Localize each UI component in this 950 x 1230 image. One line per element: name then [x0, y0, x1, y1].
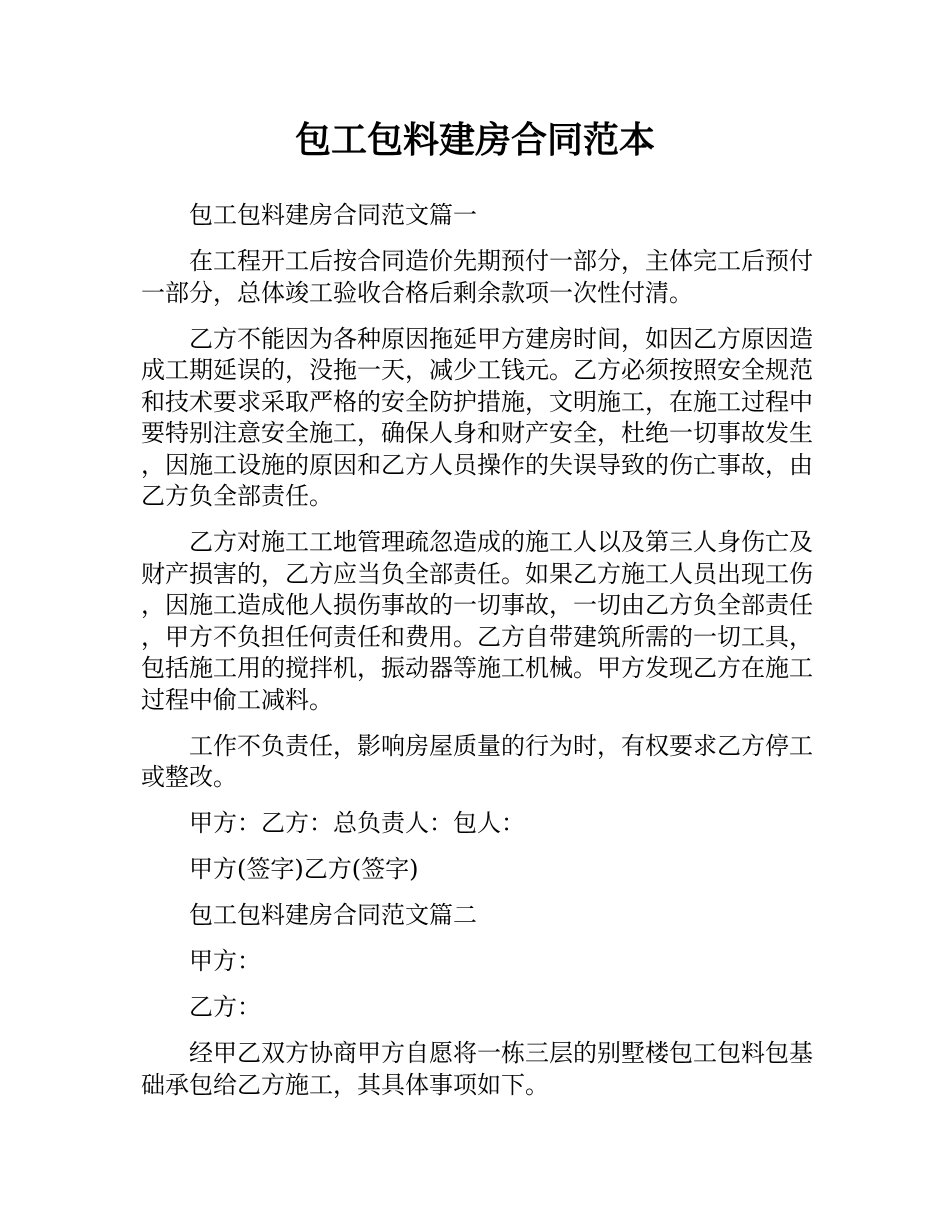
paragraph-rectification: 工作不负责任，影响房屋质量的行为时，有权要求乙方停工或整改。	[141, 731, 813, 791]
party-b-label: 乙方：	[189, 993, 261, 1021]
paragraph-agreement-intro: 经甲乙双方协商甲方自愿将一栋三层的别墅楼包工包料包基础承包给乙方施工，其具体事项如下。	[141, 1039, 813, 1099]
document-title: 包工包料建房合同范本	[294, 120, 655, 161]
paragraph-payment-terms: 在工程开工后按合同造价先期预付一部分，主体完工后预付一部分，总体竣工验收合格后剩余款项一次性付清。	[141, 247, 813, 307]
signature-parties-line: 甲方：乙方：总负责人：包人：	[189, 809, 525, 837]
party-a-label: 甲方：	[189, 947, 261, 975]
paragraph-liability: 乙方对施工工地管理疏忽造成的施工人以及第三人身伤亡及财产损害的，乙方应当负全部责任。如果乙方施工人员出现工伤，因施工造成他人损伤事故的一切事故，一切由乙方负全部责任，甲方不负担任何责任和费用。乙方自带建筑所需的一切工具，包括施工用的搅拌机，振动器等施工机械。甲方发现乙方在施工过程中偷工减料。	[141, 528, 813, 714]
section-heading-1: 包工包料建房合同范文篇一	[189, 201, 477, 229]
paragraph-delay-and-safety: 乙方不能因为各种原因拖延甲方建房时间，如因乙方原因造成工期延误的，没拖一天，减少工钱元。乙方必须按照安全规范和技术要求采取严格的安全防护措施，文明施工，在施工过程中要特别注意安全施工，确保人身和财产安全，杜绝一切事故发生，因施工设施的原因和乙方人员操作的失误导致的伤亡事故，由乙方负全部责任。	[141, 324, 813, 510]
document-body	[141, 200, 813, 1116]
signature-line: 甲方(签字)乙方(签字)	[189, 855, 419, 883]
section-heading-2: 包工包料建房合同范文篇二	[189, 901, 477, 929]
